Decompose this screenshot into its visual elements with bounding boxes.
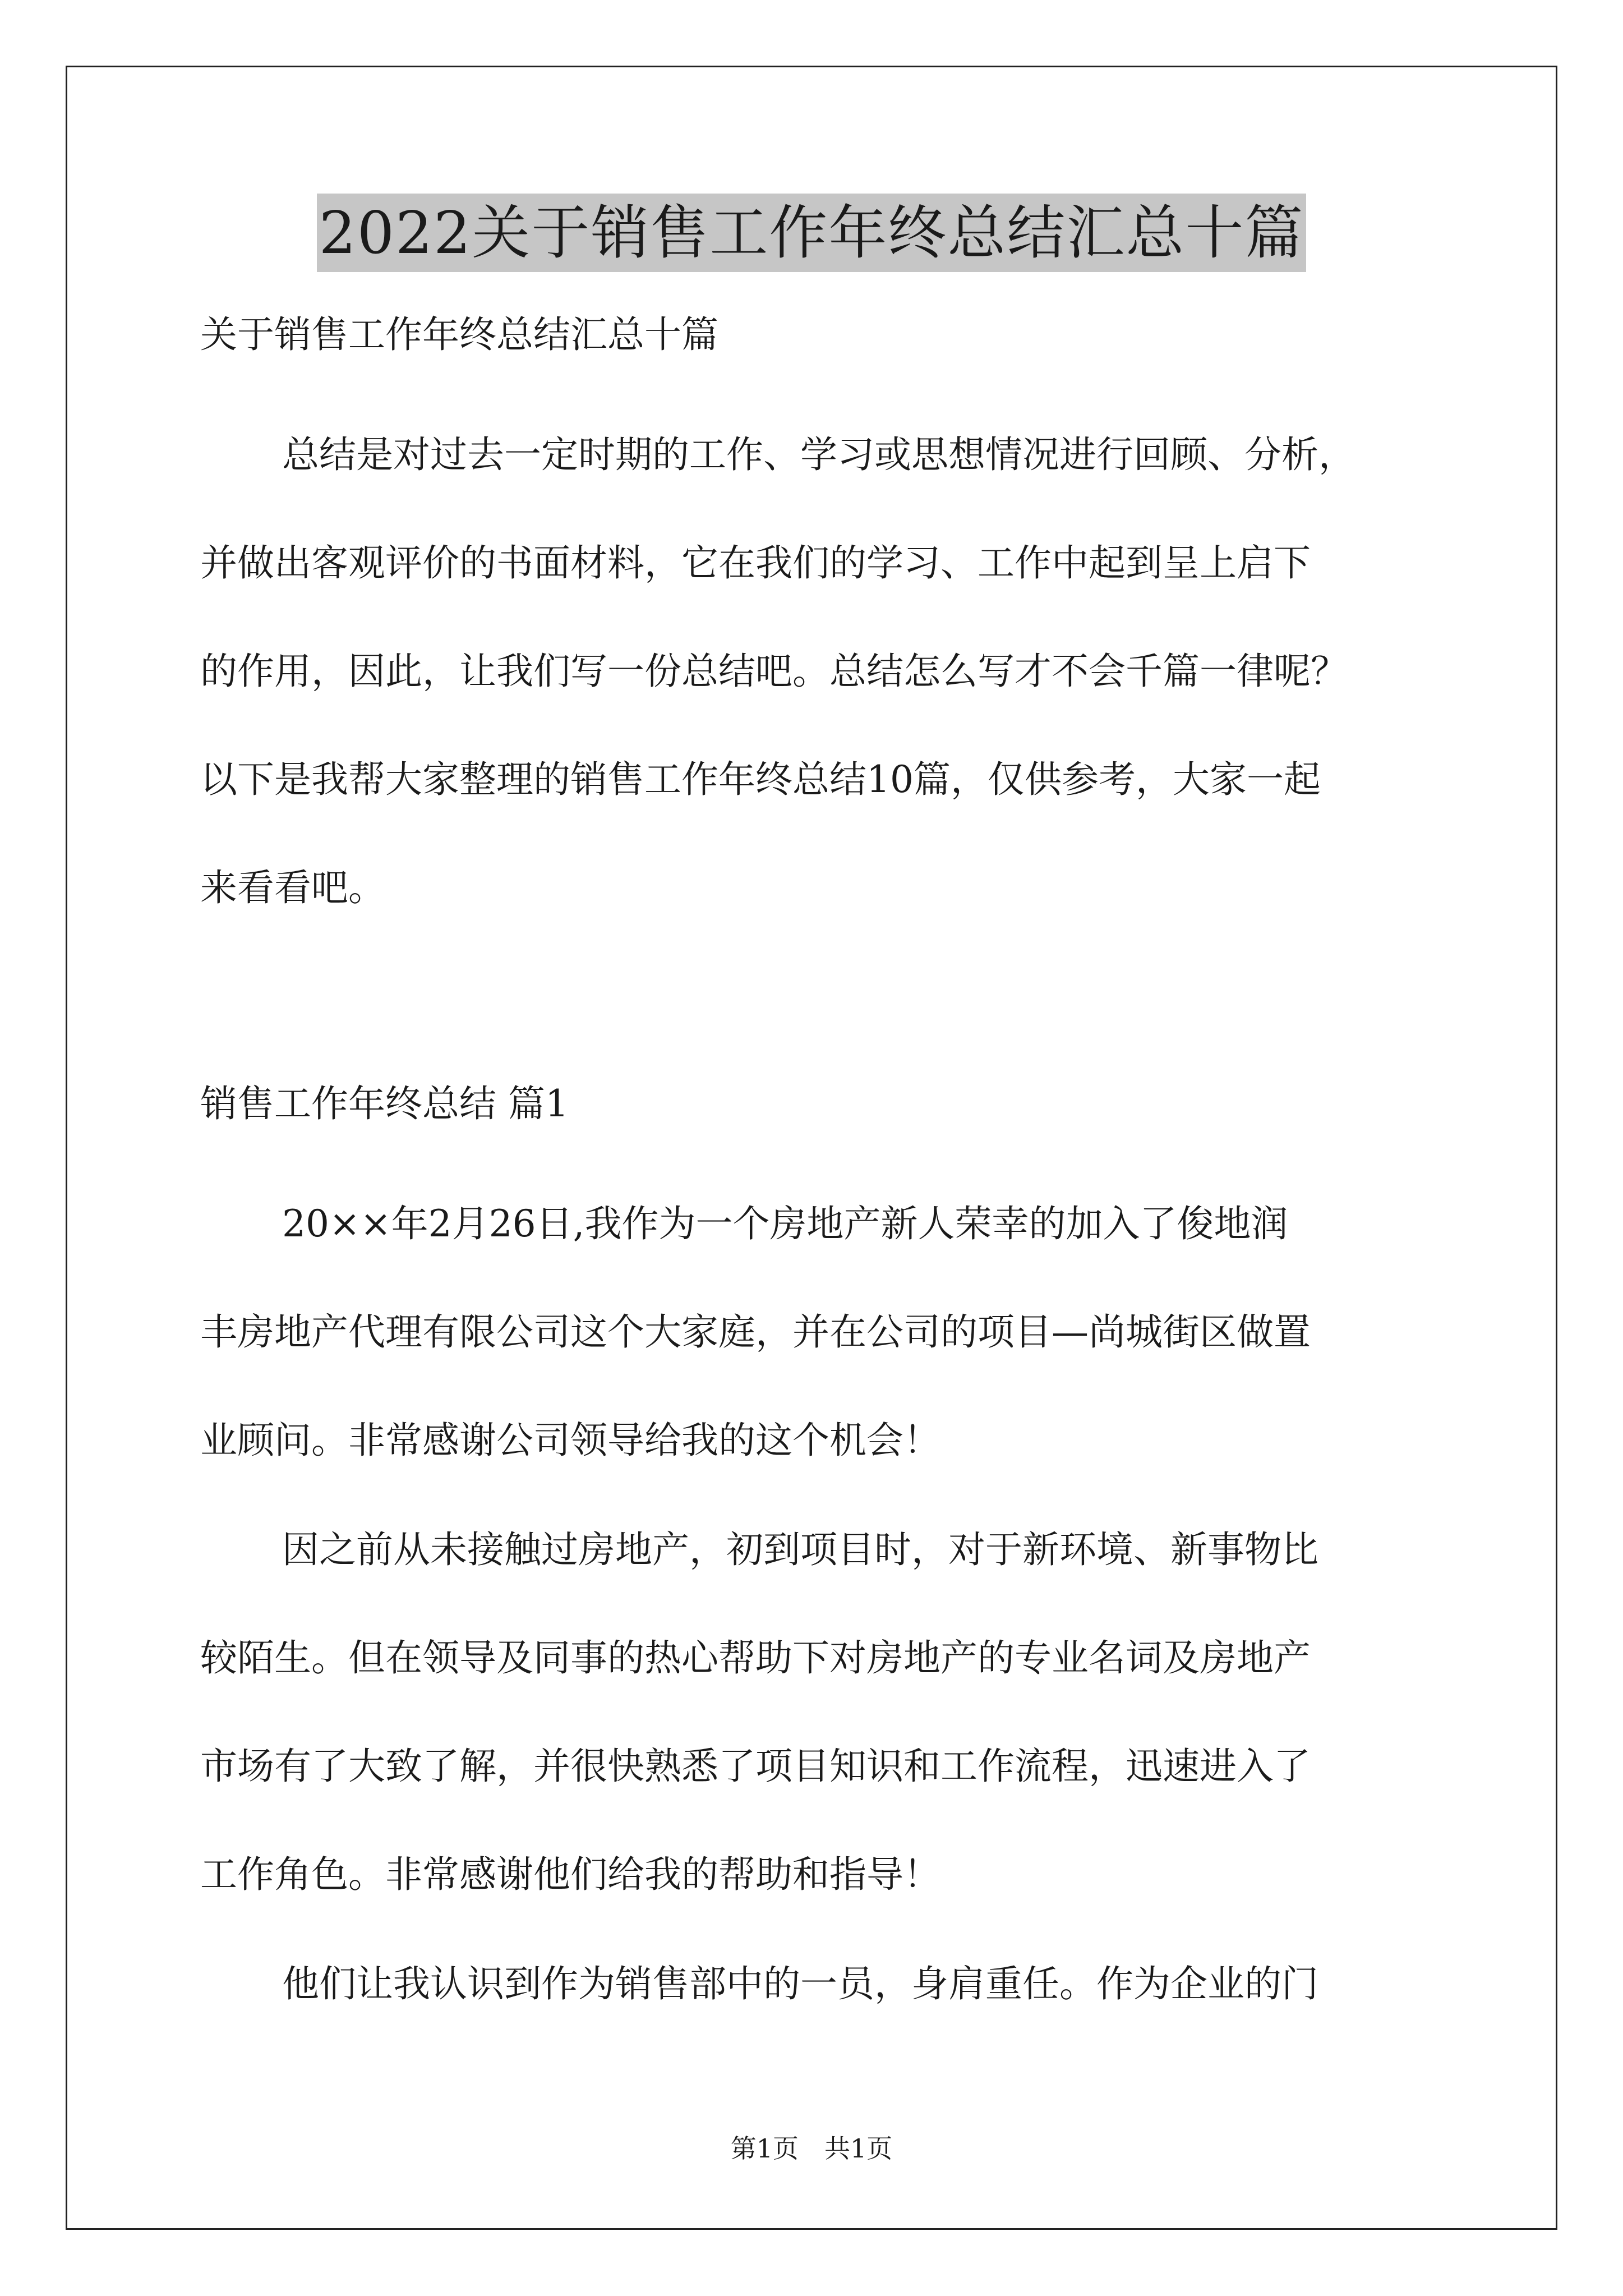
paragraph-line: 20××年2月26日,我作为一个房地产新人荣幸的加入了俊地润 (282, 1202, 1288, 1245)
document-title: 2022关于销售工作年终总结汇总十篇 (317, 194, 1307, 272)
paragraph-line: 因之前从未接触过房地产，初到项目时，对于新环境、新事物比 (282, 1528, 1318, 1571)
title-container (0, 194, 1623, 272)
document-body (200, 307, 1434, 2066)
intro-line: 的作用，因此，让我们写一份总结吧。总结怎么写才不会千篇一律呢？ (200, 650, 1348, 693)
body-paragraph-3 (200, 1957, 1434, 2011)
paragraph-line: 市场有了大致了解，并很快熟悉了项目知识和工作流程，迅速进入了 (200, 1745, 1311, 1788)
paragraph-line: 工作角色。非常感谢他们给我的帮助和指导！ (200, 1853, 940, 1896)
body-paragraph-2 (200, 1522, 1434, 1902)
paragraph-line: 业顾问。非常感谢公司领导给我的这个机会！ (200, 1419, 940, 1462)
section-heading: 销售工作年终总结 篇1 (200, 1082, 569, 1125)
page-footer: 第1页 共1页 (730, 2133, 893, 2164)
intro-line: 以下是我帮大家整理的销售工作年终总结10篇，仅供参考，大家一起 (200, 758, 1321, 801)
intro-line: 来看看吧。 (200, 866, 385, 909)
paragraph-line: 丰房地产代理有限公司这个大家庭，并在公司的项目—尚城街区做置 (200, 1310, 1311, 1354)
intro-line: 总结是对过去一定时期的工作、学习或思想情况进行回顾、分析， (282, 433, 1355, 476)
paragraph-line: 他们让我认识到作为销售部中的一员，身肩重任。作为企业的门 (282, 1962, 1318, 2005)
intro-line: 并做出客观评价的书面材料，它在我们的学习、工作中起到呈上启下 (200, 541, 1311, 585)
intro-paragraph (200, 427, 1434, 915)
document-subtitle: 关于销售工作年终总结汇总十篇 (200, 313, 718, 356)
body-paragraph-1 (200, 1197, 1434, 1467)
paragraph-line: 较陌生。但在领导及同事的热心帮助下对房地产的专业名词及房地产 (200, 1636, 1311, 1680)
